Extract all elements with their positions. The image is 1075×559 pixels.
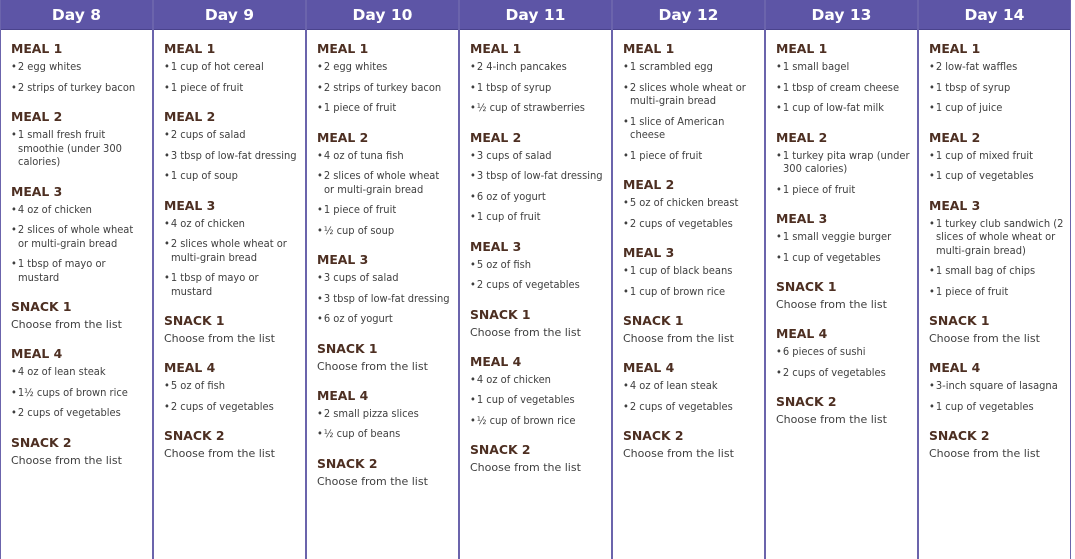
meal-block [623,246,758,298]
meal-item-list [11,60,146,94]
meal-block [11,110,146,169]
snack-note: Choose from the list [470,461,581,474]
meal-item: • 2 strips of turkey bacon [317,81,452,95]
meal-title: MEAL 4 [317,387,369,403]
meal-title: MEAL 4 [470,353,522,369]
meal-item-list [164,217,299,299]
meal-item: • 6 oz of yogurt [470,190,605,204]
meal-item: • 2 cups of vegetables [11,406,146,420]
meal-item: • 1 piece of fruit [317,203,452,217]
meal-item: • 1 cup of low-fat milk [776,101,911,115]
snack-note: Choose from the list [776,413,887,426]
snack-block [317,457,452,488]
day-body [766,30,917,426]
meal-item-list [929,149,1064,183]
meal-block [164,110,299,183]
day-header: Day 14 [919,0,1070,30]
snack-note: Choose from the list [623,447,734,460]
meal-item: • 2 cups of salad [164,128,299,142]
meal-block [929,42,1064,115]
meal-title: MEAL 4 [623,360,675,375]
meal-item: • ½ cup of beans [317,427,452,441]
meal-item: • 1 piece of fruit [317,101,452,115]
meal-title: SNACK 1 [929,313,990,328]
meal-item: • 5 oz of fish [164,379,299,393]
meal-block [11,42,146,94]
snack-note: Choose from the list [317,474,428,488]
meal-item: • 2 cups of vegetables [623,217,758,231]
meal-item: • 1 cup of brown rice [623,285,758,299]
snack-block [929,429,1064,460]
snack-note: Choose from the list [317,359,428,373]
meal-item: • 1 cup of vegetables [929,400,1064,414]
meal-item: • 6 oz of yogurt [317,312,452,326]
day-body [613,30,764,460]
meal-title: SNACK 2 [929,428,990,443]
meal-block [470,42,605,115]
meal-item-list [929,379,1064,413]
meal-title: SNACK 1 [776,279,837,294]
meal-item: • 4 oz of chicken [11,203,146,217]
day-body [460,30,611,474]
meal-block [164,361,299,413]
snack-block [11,436,146,467]
day-header: Day 13 [766,0,917,30]
meal-item: • 2 low-fat waffles [929,60,1064,74]
day-body [1,30,152,467]
meal-block [776,212,911,264]
meal-item: • 2 egg whites [317,60,452,74]
meal-block [470,355,605,428]
meal-item: • 2 slices whole wheat or multi-grain bread [164,237,299,264]
meal-item-list [776,60,911,115]
meal-item: • 3 tbsp of low-fat dressing [317,292,452,306]
meal-title: SNACK 2 [470,442,531,457]
meal-block [776,131,911,197]
meal-item-list [470,149,605,224]
meal-title: SNACK 1 [470,306,531,322]
meal-item: • 1 piece of fruit [776,183,911,197]
snack-note: Choose from the list [929,447,1040,460]
day-column [918,0,1071,559]
snack-block [317,342,452,373]
meal-item-list [623,196,758,230]
meal-block [164,42,299,94]
meal-item: • 2 cups of vegetables [470,278,605,292]
meal-block [11,185,146,285]
meal-title: MEAL 1 [470,41,522,56]
meal-block [623,42,758,162]
meal-title: MEAL 3 [470,238,522,254]
meal-item: • 6 pieces of sushi [776,345,911,359]
meal-title: MEAL 1 [317,41,369,56]
snack-block [929,314,1064,345]
meal-item: • 1 tbsp of syrup [929,81,1064,95]
meal-item: • 2 slices whole wheat or multi-grain bread [623,81,758,108]
meal-title: MEAL 4 [164,360,216,375]
snack-block [470,443,605,474]
meal-title: SNACK 1 [623,313,684,328]
meal-item: • 3-inch square of lasagna [929,379,1064,393]
meal-item: • 1 cup of vegetables [776,251,911,265]
meal-item-list [623,60,758,162]
meal-block [776,327,911,379]
snack-block [470,308,605,339]
meal-item-list [11,203,146,285]
meal-item-list [470,373,605,428]
meal-item: • 1 cup of juice [929,101,1064,115]
meal-item: • 1 turkey club sandwich (2 slices of whole wheat or multi-grain bread) [929,217,1064,258]
snack-block [776,280,911,311]
day-column [0,0,153,559]
meal-title: MEAL 2 [776,129,828,145]
meal-title: SNACK 2 [11,434,72,450]
meal-block [776,42,911,115]
meal-item: • 1 turkey pita wrap (under 300 calories) [776,149,911,176]
meal-title: MEAL 1 [623,41,675,56]
meal-title: MEAL 2 [164,109,216,124]
meal-block [11,347,146,420]
day-column [765,0,918,559]
snack-block [776,395,911,426]
meal-item: • 3 cups of salad [470,149,605,163]
meal-title: SNACK 1 [317,340,378,356]
meal-item: • 5 oz of chicken breast [623,196,758,210]
meal-item: • 1 cup of mixed fruit [929,149,1064,163]
meal-item: • 1 piece of fruit [929,285,1064,299]
meal-item: • 1 small veggie burger [776,230,911,244]
meal-block [317,389,452,441]
snack-note: Choose from the list [929,332,1040,345]
meal-item: • 1 scrambled egg [623,60,758,74]
meal-item: • 4 oz of chicken [164,217,299,231]
meal-title: MEAL 4 [776,326,828,341]
meal-block [623,361,758,413]
meal-item: • 1 tbsp of mayo or mustard [164,271,299,298]
snack-block [623,314,758,345]
meal-title: MEAL 4 [11,346,63,361]
meal-item: • 1 tbsp of mayo or mustard [11,257,146,284]
meal-item: • 4 oz of chicken [470,373,605,387]
day-header: Day 10 [307,0,458,30]
meal-block [470,240,605,292]
meal-item: • 3 tbsp of low-fat dressing [164,149,299,163]
meal-item: • 4 oz of tuna fish [317,149,452,163]
meal-item: • 1 tbsp of cream cheese [776,81,911,95]
meal-item: • 1 tbsp of syrup [470,81,605,95]
meal-title: MEAL 2 [470,129,522,145]
meal-item: • 1 cup of vegetables [470,393,605,407]
meal-item: • 2 egg whites [11,60,146,74]
snack-note: Choose from the list [164,447,275,460]
meal-title: MEAL 3 [776,211,828,226]
day-column [612,0,765,559]
meal-title: MEAL 2 [929,129,981,145]
snack-block [11,300,146,331]
day-body [307,30,458,488]
meal-block [470,131,605,224]
meal-item-list [164,379,299,413]
meal-item-list [929,60,1064,115]
meal-title: MEAL 1 [164,41,216,56]
meal-item-list [929,217,1064,299]
meal-title: MEAL 1 [776,41,828,56]
day-column [459,0,612,559]
meal-title: SNACK 2 [623,428,684,443]
meal-item-list [317,407,452,441]
day-column [153,0,306,559]
meal-item: • 1 piece of fruit [164,81,299,95]
day-column [306,0,459,559]
meal-block [929,131,1064,183]
meal-item: • 2 slices of whole wheat or multi-grain bread [11,223,146,250]
meal-item: • 2 cups of vegetables [776,366,911,380]
meal-item-list [623,264,758,298]
meal-item: • 3 cups of salad [317,271,452,285]
meal-block [623,178,758,230]
meal-title: MEAL 3 [317,252,369,267]
meal-title: MEAL 1 [929,41,981,56]
meal-title: MEAL 3 [164,197,216,213]
day-header: Day 11 [460,0,611,30]
meal-item: • 2 small pizza slices [317,407,452,421]
meal-item-list [776,149,911,197]
meal-item: • 1 slice of American cheese [623,115,758,142]
day-header: Day 12 [613,0,764,30]
meal-item-list [317,60,452,115]
snack-note: Choose from the list [164,332,275,345]
meal-item-list [776,230,911,264]
meal-item: • 1 cup of vegetables [929,169,1064,183]
meal-block [164,199,299,299]
meal-title: SNACK 2 [164,428,225,443]
meal-title: MEAL 2 [623,177,675,192]
meal-item-list [470,258,605,292]
meal-block [929,199,1064,299]
meal-item: • 1 piece of fruit [623,149,758,163]
meal-item: • 4 oz of lean steak [11,365,146,379]
meal-item: • ½ cup of brown rice [470,414,605,428]
meal-title: SNACK 2 [317,455,378,471]
meal-item: • ½ cup of strawberries [470,101,605,115]
day-header: Day 9 [154,0,305,30]
meal-block [317,42,452,115]
day-header: Day 8 [1,0,152,30]
meal-item: • 1½ cups of brown rice [11,386,146,400]
snack-note: Choose from the list [470,325,581,339]
meal-title: MEAL 2 [317,129,369,145]
meal-title: MEAL 3 [929,197,981,213]
meal-item-list [317,149,452,238]
snack-note: Choose from the list [776,298,887,311]
meal-item-list [623,379,758,413]
meal-item: • 2 cups of vegetables [164,400,299,414]
meal-item: • 4 oz of lean steak [623,379,758,393]
meal-title: MEAL 1 [11,41,63,56]
meal-item: • 1 small bag of chips [929,264,1064,278]
meal-item: • 2 strips of turkey bacon [11,81,146,95]
meal-item: • 2 slices of whole wheat or multi-grain bread [317,169,452,196]
meal-title: MEAL 3 [11,183,63,199]
meal-item-list [11,365,146,420]
meal-item-list [776,345,911,379]
meal-item: • 1 small fresh fruit smoothie (under 300 calories) [11,128,146,169]
snack-block [623,429,758,460]
meal-block [317,131,452,238]
day-body [154,30,305,460]
snack-note: Choose from the list [11,453,122,467]
meal-item-list [164,60,299,94]
meal-block [317,253,452,326]
meal-title: MEAL 2 [11,109,63,124]
meal-item-list [317,271,452,326]
snack-block [164,429,299,460]
day-body [919,30,1070,460]
meal-title: MEAL 3 [623,245,675,260]
meal-item: • 1 cup of hot cereal [164,60,299,74]
meal-block [929,361,1064,413]
snack-note: Choose from the list [623,332,734,345]
snack-block [164,314,299,345]
meal-item-list [11,128,146,169]
meal-item-list [470,60,605,115]
meal-item: • 1 small bagel [776,60,911,74]
meal-item: • 5 oz of fish [470,258,605,272]
meal-title: SNACK 1 [164,313,225,328]
snack-note: Choose from the list [11,318,122,331]
meal-item: • 1 cup of fruit [470,210,605,224]
meal-item: • 2 cups of vegetables [623,400,758,414]
meal-item-list [164,128,299,183]
meal-item: • 1 cup of soup [164,169,299,183]
meal-title: MEAL 4 [929,360,981,375]
meal-title: SNACK 1 [11,299,72,314]
meal-item: • 1 cup of black beans [623,264,758,278]
meal-item: • 2 4-inch pancakes [470,60,605,74]
meal-item: • 3 tbsp of low-fat dressing [470,169,605,183]
meal-title: SNACK 2 [776,394,837,409]
meal-item: • ½ cup of soup [317,224,452,238]
